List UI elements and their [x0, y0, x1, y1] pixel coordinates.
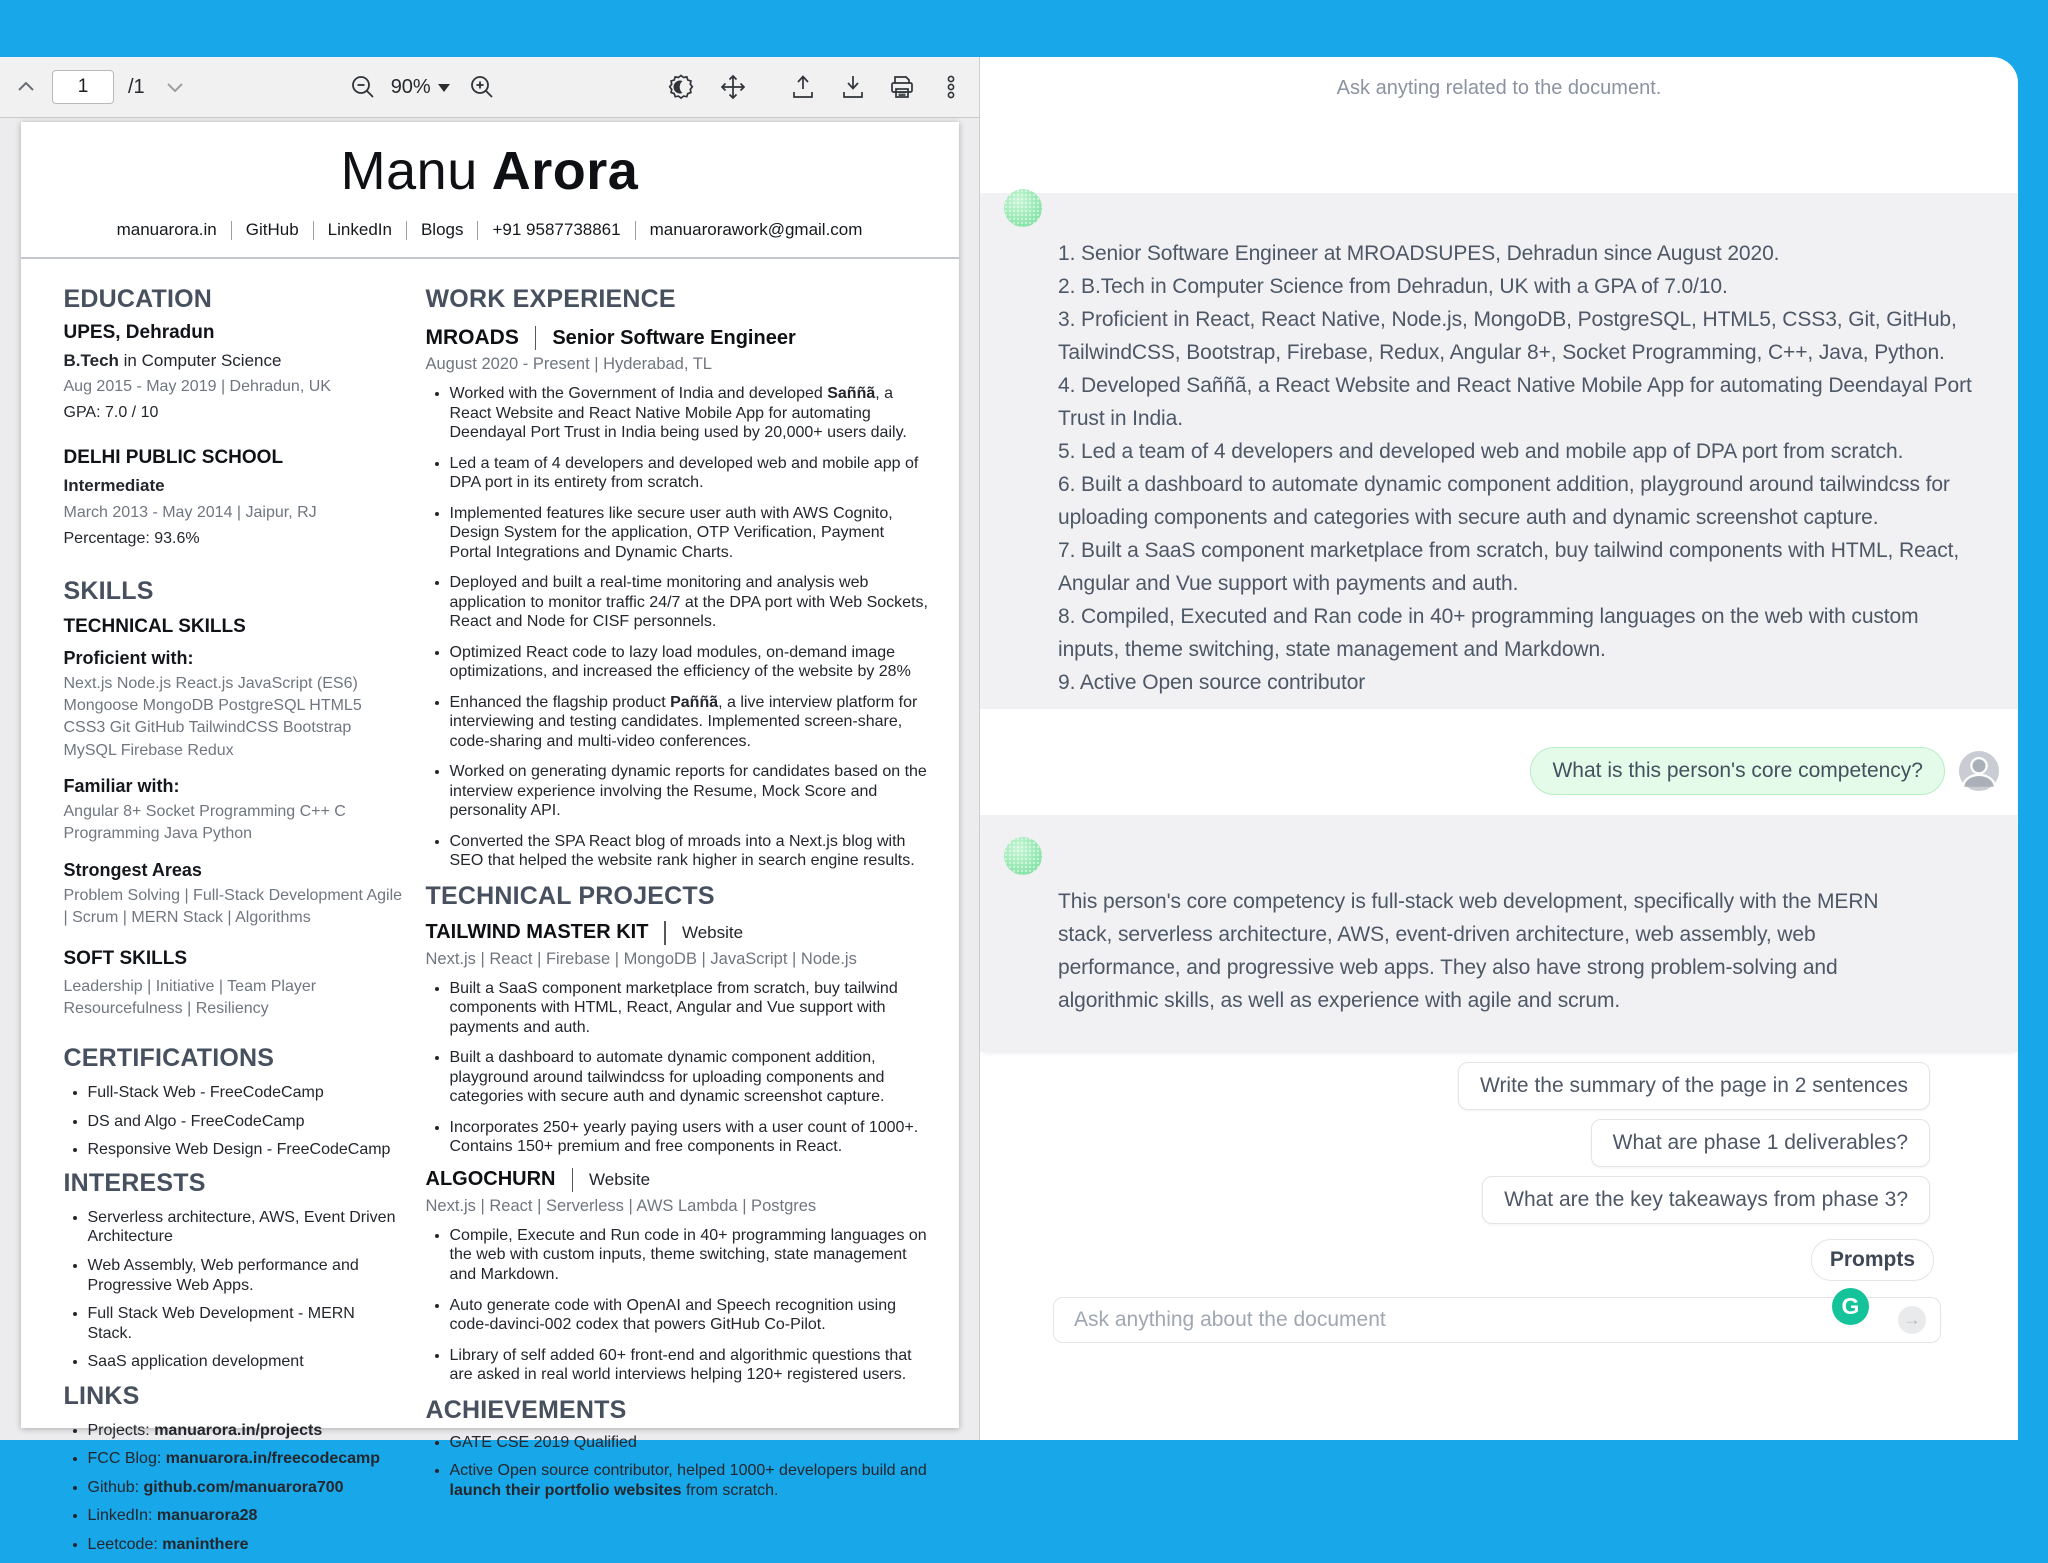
list-item: • Serverless architecture, AWS, Event Driven Architecture	[88, 1208, 404, 1247]
chat-header: Ask anyting related to the document.	[1336, 77, 1662, 99]
bullet-item: • Active Open source contributor, helped 1000+ developers build and launch their portfolio websites from scratch.	[450, 1461, 929, 1500]
assistant-reply: This person's core competency is full-stack web development, specifically with the MERN stack, serverless architecture, AWS, event-driven architecture, web assembly, web performance, and progressive web apps. They also have strong problem-solving and algorithmic skills, as well as experience with agile and scrum.	[1058, 890, 1879, 1012]
chevron-down-icon[interactable]	[161, 73, 189, 101]
app-body	[0, 57, 2048, 1553]
section-title-technical-projects: TECHNICAL PROJECTS	[425, 881, 715, 910]
bullet-item: • GATE CSE 2019 Qualified	[450, 1433, 929, 1453]
skills-group-label: Strongest Areas	[63, 859, 202, 880]
resume-left-column	[64, 285, 404, 1563]
suggestion-chip-phase3[interactable]: What are the key takeaways from phase 3?	[1482, 1176, 1930, 1224]
list-item: • Full-Stack Web - FreeCodeCamp	[88, 1083, 404, 1103]
divider	[313, 221, 314, 240]
skills-group-label: Familiar with:	[63, 776, 180, 797]
bullet-item: • Optimized React code to lazy load modules, on-demand image optimizations, and increased the efficiency of the website by 28%	[450, 643, 929, 682]
pdf-canvas-area[interactable]	[0, 118, 979, 1553]
section-title-work-experience: WORK EXPERIENCE	[425, 285, 676, 313]
assistant-point: 5. Led a team of 4 developers and developed web and mobile app of DPA port from scratch.	[1058, 440, 1904, 463]
assistant-message-block	[980, 193, 2018, 709]
list-item: • LinkedIn: manuarora28	[88, 1506, 404, 1526]
page-count-label: /1	[128, 75, 145, 98]
project-website-link[interactable]: Website	[589, 1169, 651, 1189]
print-icon[interactable]	[886, 71, 918, 103]
work-meta: August 2020 - Present | Hyderabad, TL	[425, 355, 712, 373]
bullet-item: • Deployed and built a real-time monitoring and analysis web application to monitor traffic 24/7 at the DPA port with Web Sockets, React and Node for CISF personnels.	[450, 573, 929, 632]
bullet-item: • Built a SaaS component marketplace from scratch, buy tailwind components with HTML, React, Angular and Vue support with payments and auth.	[450, 979, 929, 1038]
project-stack: Next.js | React | Serverless | AWS Lambda | Postgres	[425, 1196, 817, 1215]
section-title-skills: SKILLS	[63, 576, 154, 605]
assistant-message	[1058, 237, 1984, 699]
assistant-avatar	[1004, 189, 1042, 227]
zoom-level-dropdown[interactable]	[391, 76, 450, 99]
bullet-item: • Compile, Execute and Run code in 40+ programming languages on the web with custom inputs, theme switching, state management and Markdown.	[450, 1226, 929, 1285]
send-button[interactable]: →	[1898, 1306, 1926, 1334]
user-avatar	[1958, 750, 2000, 792]
education-meta: March 2013 - May 2014 | Jaipur, RJ	[63, 503, 317, 521]
bullet-item: • Worked on generating dynamic reports for candidates based on the interview experience involving the Resume, Mock Score and personality API.	[450, 762, 929, 821]
assistant-point: 6. Built a dashboard to automate dynamic component addition, playground around tailwindcss for uploading components and categories with secure auth and dynamic screenshot capture.	[1058, 473, 1950, 529]
achievements-list	[426, 1433, 929, 1501]
divider	[406, 221, 407, 240]
bullet-item: • Built a dashboard to automate dynamic component addition, playground around tailwindcss for uploading components and categories with secure auth and dynamic screenshot capture.	[450, 1048, 929, 1107]
prompts-row	[980, 1224, 2018, 1281]
pdf-toolbar	[0, 57, 979, 118]
project-header	[426, 1168, 929, 1192]
education-school: DELHI PUBLIC SCHOOL	[63, 447, 284, 469]
links-list	[64, 1421, 404, 1555]
projects-link[interactable]: manuarora.in/projects	[154, 1421, 323, 1439]
suggestion-chip-phase1[interactable]: What are phase 1 deliverables?	[1591, 1119, 1930, 1167]
section-title-interests: INTERESTS	[63, 1168, 206, 1197]
assistant-point: 2. B.Tech in Computer Science from Dehradun, UK with a GPA of 7.0/10.	[1058, 275, 1728, 298]
project-bullets	[426, 979, 929, 1157]
zoom-out-icon[interactable]	[349, 73, 377, 101]
assistant-avatar	[1004, 837, 1042, 875]
section-title-achievements: ACHIEVEMENTS	[425, 1395, 627, 1424]
resume-page	[21, 122, 959, 1553]
chat-panel	[980, 57, 2018, 1440]
zoom-level-label: 90%	[390, 75, 431, 98]
interests-list	[64, 1208, 404, 1372]
contact-email-link[interactable]: manuarorawork@gmail.com	[649, 220, 863, 239]
education-note: GPA: 7.0 / 10	[63, 404, 159, 422]
education-degree: B.Tech in Computer Science	[63, 351, 282, 370]
leetcode-link[interactable]: maninthere	[162, 1535, 249, 1553]
bullet-item: • Implemented features like secure user auth with AWS Cognito, Design System for the application, OTP Verification, Payment Portal Integrations and Dynamic Charts.	[450, 504, 929, 563]
window-top-bar	[0, 0, 2048, 57]
work-role-row	[426, 326, 929, 350]
divider	[231, 221, 232, 240]
bullet-item: • Auto generate code with OpenAI and Speech recognition using code-davinci-002 codex that powers GitHub Co-Pilot.	[450, 1296, 929, 1335]
bullet-item: • Enhanced the flagship product Paññã, a live interview platform for interviewing and testing candidates. Implemented screen-share, code-sharing and multi-video conferences.	[450, 693, 929, 752]
list-item: • Github: github.com/manuarora700	[88, 1478, 404, 1498]
list-item: • Web Assembly, Web performance and Progressive Web Apps.	[88, 1256, 404, 1295]
resume-last-name: Arora	[491, 141, 639, 201]
skills-group-text: Problem Solving | Full-Stack Development Agile | Scrum | MERN Stack | Algorithms	[63, 886, 403, 927]
page-number-input[interactable]	[52, 70, 114, 104]
list-item: • Responsive Web Design - FreeCodeCamp	[88, 1140, 404, 1160]
bullet-item: • Worked with the Government of India and developed Saññã, a React Website and React Native Mobile App for automating Deendayal Port Trust in India being used by 20,000+ users daily.	[450, 384, 929, 443]
assistant-point: 9. Active Open source contributor	[1058, 671, 1366, 694]
project-website-link[interactable]: Website	[681, 922, 744, 942]
bullet-item: • Incorporates 250+ yearly paying users with a user count of 1000+. Contains 150+ premium and free components in React.	[450, 1118, 929, 1157]
assistant-message-block	[980, 815, 2018, 1052]
chevron-up-icon[interactable]	[12, 73, 40, 101]
list-item: • Leetcode: maninthere	[88, 1535, 404, 1555]
project-stack: Next.js | React | Firebase | MongoDB | JavaScript | Node.js	[425, 949, 857, 968]
download-icon[interactable]	[838, 72, 868, 102]
bullet-item: • Converted the SPA React blog of mroads into a Next.js blog with SEO that helped the website rank higher in search engine results.	[450, 832, 929, 871]
github-link[interactable]: github.com/manuarora700	[143, 1478, 344, 1496]
contact-website-link[interactable]: manuarora.in	[116, 220, 217, 239]
assistant-point: 8. Compiled, Executed and Ran code in 40+ programming languages on the web with custom inputs, theme switching, state management and Markdown.	[1058, 605, 1919, 661]
resume-contact-row	[21, 220, 959, 240]
contact-phone: +91 9587738861	[492, 220, 621, 239]
list-item: • DS and Algo - FreeCodeCamp	[88, 1112, 404, 1132]
project-bullets	[426, 1226, 929, 1385]
section-title-certifications: CERTIFICATIONS	[63, 1044, 275, 1073]
section-title-links: LINKS	[63, 1381, 140, 1410]
resume-name	[21, 140, 959, 202]
user-message-block	[980, 709, 2018, 815]
divider	[664, 921, 666, 945]
divider	[535, 326, 537, 350]
bullet-item: • Library of self added 60+ front-end and algorithmic questions that are asked in real world interviews helping 120+ registered users.	[450, 1346, 929, 1385]
divider	[572, 1168, 574, 1192]
education-degree: Intermediate	[63, 476, 165, 496]
contact-linkedin-link[interactable]: LinkedIn	[327, 220, 392, 239]
skills-group-label: Proficient with:	[63, 647, 194, 668]
resume-header	[21, 122, 959, 259]
list-item: • SaaS application development	[88, 1352, 404, 1372]
zoom-in-icon[interactable]	[468, 73, 496, 101]
technical-skills-title: TECHNICAL SKILLS	[63, 615, 246, 637]
education-meta: Aug 2015 - May 2019 | Dehradun, UK	[63, 378, 331, 396]
project-header	[426, 921, 929, 945]
soft-skills-title: SOFT SKILLS	[63, 947, 187, 969]
assistant-point: 3. Proficient in React, React Native, Node.js, MongoDB, PostgreSQL, HTML5, CSS3, Git, GitHub, TailwindCSS, Bootstrap, Firebase, Redux, Angular 8+, Socket Programming, C++, Java, Python.	[1058, 308, 1957, 364]
share-upload-icon[interactable]	[788, 72, 818, 102]
suggestion-chip-summary[interactable]: Write the summary of the page in 2 sentences	[1458, 1062, 1930, 1110]
project-name: ALGOCHURN	[425, 1168, 556, 1191]
list-item: • Full Stack Web Development - MERN Stack.	[88, 1304, 404, 1343]
contact-github-link[interactable]: GitHub	[245, 220, 299, 239]
skills-group-text: Angular 8+ Socket Programming C++ C Programming Java Python	[63, 803, 346, 843]
zoom-caret-icon	[438, 84, 450, 92]
more-options-icon[interactable]	[938, 72, 964, 102]
skills-group-text: Next.js Node.js React.js JavaScript (ES6) Mongoose MongoDB PostgreSQL HTML5 CSS3 Git GitHub TailwindCSS Bootstrap MySQL Firebase Redux	[63, 674, 362, 759]
divider	[477, 221, 478, 240]
chat-input[interactable]	[1053, 1297, 1941, 1343]
pan-move-icon[interactable]	[718, 72, 748, 102]
linkedin-link[interactable]: manuarora28	[156, 1507, 258, 1525]
section-title-education: EDUCATION	[63, 285, 213, 313]
resume-right-column	[404, 285, 959, 1563]
user-message-bubble: What is this person's core competency?	[1530, 747, 1945, 795]
job-title: Senior Software Engineer	[552, 326, 796, 349]
grammarly-icon[interactable]: G	[1832, 1288, 1869, 1325]
soft-skills-text: Leadership | Initiative | Team Player Resourcefulness | Resiliency	[63, 977, 317, 1018]
certifications-list	[64, 1083, 404, 1160]
assistant-point: 1. Senior Software Engineer at MROADSUPES, Dehradun since August 2020.	[1058, 242, 1780, 265]
resume-first-name: Manu	[340, 141, 478, 201]
assistant-point: 4. Developed Saññã, a React Website and React Native Mobile App for automating Deendayal Port Trust in India.	[1058, 374, 1972, 430]
theme-toggle-icon[interactable]	[666, 72, 696, 102]
chat-input-row	[1053, 1293, 1941, 1343]
bullet-item: • Led a team of 4 developers and developed web and mobile app of DPA port in its entirety from scratch.	[450, 454, 929, 493]
assistant-point: 7. Built a SaaS component marketplace from scratch, buy tailwind components with HTML, React, Angular and Vue support with payments and auth.	[1058, 539, 1960, 595]
work-bullets	[426, 384, 929, 871]
list-item: • Projects: manuarora.in/projects	[88, 1421, 404, 1441]
list-item: • FCC Blog: manuarora.in/freecodecamp	[88, 1449, 404, 1469]
education-school: UPES, Dehradun	[63, 322, 215, 343]
prompts-button[interactable]: Prompts	[1811, 1239, 1934, 1281]
divider	[635, 221, 636, 240]
contact-blogs-link[interactable]: Blogs	[420, 220, 464, 239]
project-name: TAILWIND MASTER KIT	[425, 921, 649, 944]
education-note: Percentage: 93.6%	[63, 529, 200, 547]
suggestion-chips	[980, 1052, 2018, 1224]
company-name: MROADS	[425, 326, 519, 349]
fcc-blog-link[interactable]: manuarora.in/freecodecamp	[165, 1450, 381, 1468]
pdf-viewer-pane	[0, 57, 980, 1553]
